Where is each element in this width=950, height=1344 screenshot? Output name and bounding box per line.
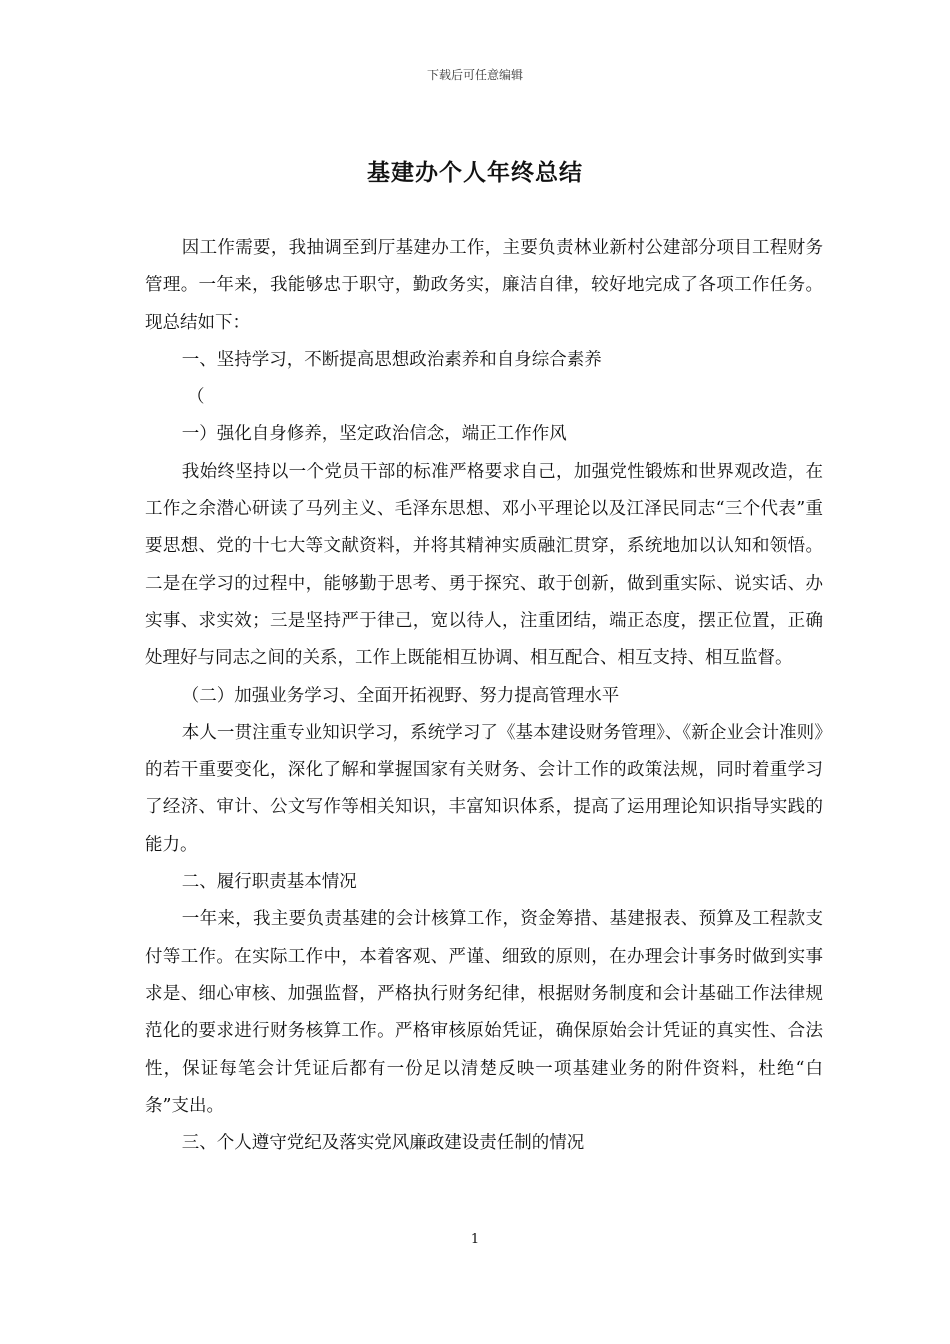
document-title: 基建办个人年终总结 xyxy=(367,159,583,186)
subsection-heading-1-1: 一）强化自身修养，坚定政治信念，端正工作作风 xyxy=(181,424,567,445)
section-heading-1-paren: （ xyxy=(187,387,205,408)
page-number: 1 xyxy=(470,1232,480,1247)
section-heading-1: 一、坚持学习，不断提高思想政治素养和自身综合素养 xyxy=(181,349,602,370)
paragraph-2: 本人一贯注重专业知识学习，系统学习了《基本建设财务管理》、《新企业会计准则》的若干重要变化，深化了解和掌握国家有关财务、会计工作的政策法规，同时着重学习了经济、审计、公文写作等相关知识，丰富知识体系，提高了运用理论知识指导实践的能力。 xyxy=(145,722,823,855)
document-body xyxy=(145,230,823,1162)
paragraph-1: 我始终坚持以一个党员干部的标准严格要求自己，加强党性锻炼和世界观改造，在工作之余潜心研读了马列主义、毛泽东思想、邓小平理论以及江泽民同志“三个代表”重要思想、党的十七大等文献资料，并将其精神实质融汇贯穿，系统地加以认知和领悟。二是在学习的过程中，能够勤于思考、勇于探究、敢于创新，做到重实际、说实话、办实事、求实效；三是坚持严于律己，宽以待人，注重团结，端正态度，摆正位置，正确处理好与同志之间的关系，工作上既能相互协调、相互配合、相互支持、相互监督。 xyxy=(145,461,823,669)
subsection-heading-1-2: （二）加强业务学习、全面开拓视野、努力提高管理水平 xyxy=(181,685,620,706)
section-heading-3: 三、个人遵守党纪及落实党风廉政建设责任制的情况 xyxy=(181,1133,585,1154)
section-heading-2: 二、履行职责基本情况 xyxy=(181,872,357,893)
header-note: 下载后可任意编辑 xyxy=(426,68,523,82)
paragraph-3: 一年来，我主要负责基建的会计核算工作，资金筹措、基建报表、预算及工程款支付等工作。在实际工作中，本着客观、严谨、细致的原则，在办理会计事务时做到实事求是、细心审核、加强监督，严格执行财务纪律，根据财务制度和会计基础工作法律规范化的要求进行财务核算工作。严格审核原始凭证，确保原始会计凭证的真实性、合法性，保证每笔会计凭证后都有一份足以清楚反映一项基建业务的附件资料，杜绝“白条”支出。 xyxy=(145,909,823,1116)
intro-paragraph: 因工作需要，我抽调至到厅基建办工作，主要负责林业新村公建部分项目工程财务管理。一年来，我能够忠于职守，勤政务实，廉洁自律，较好地完成了各项工作任务。现总结如下： xyxy=(145,238,823,333)
